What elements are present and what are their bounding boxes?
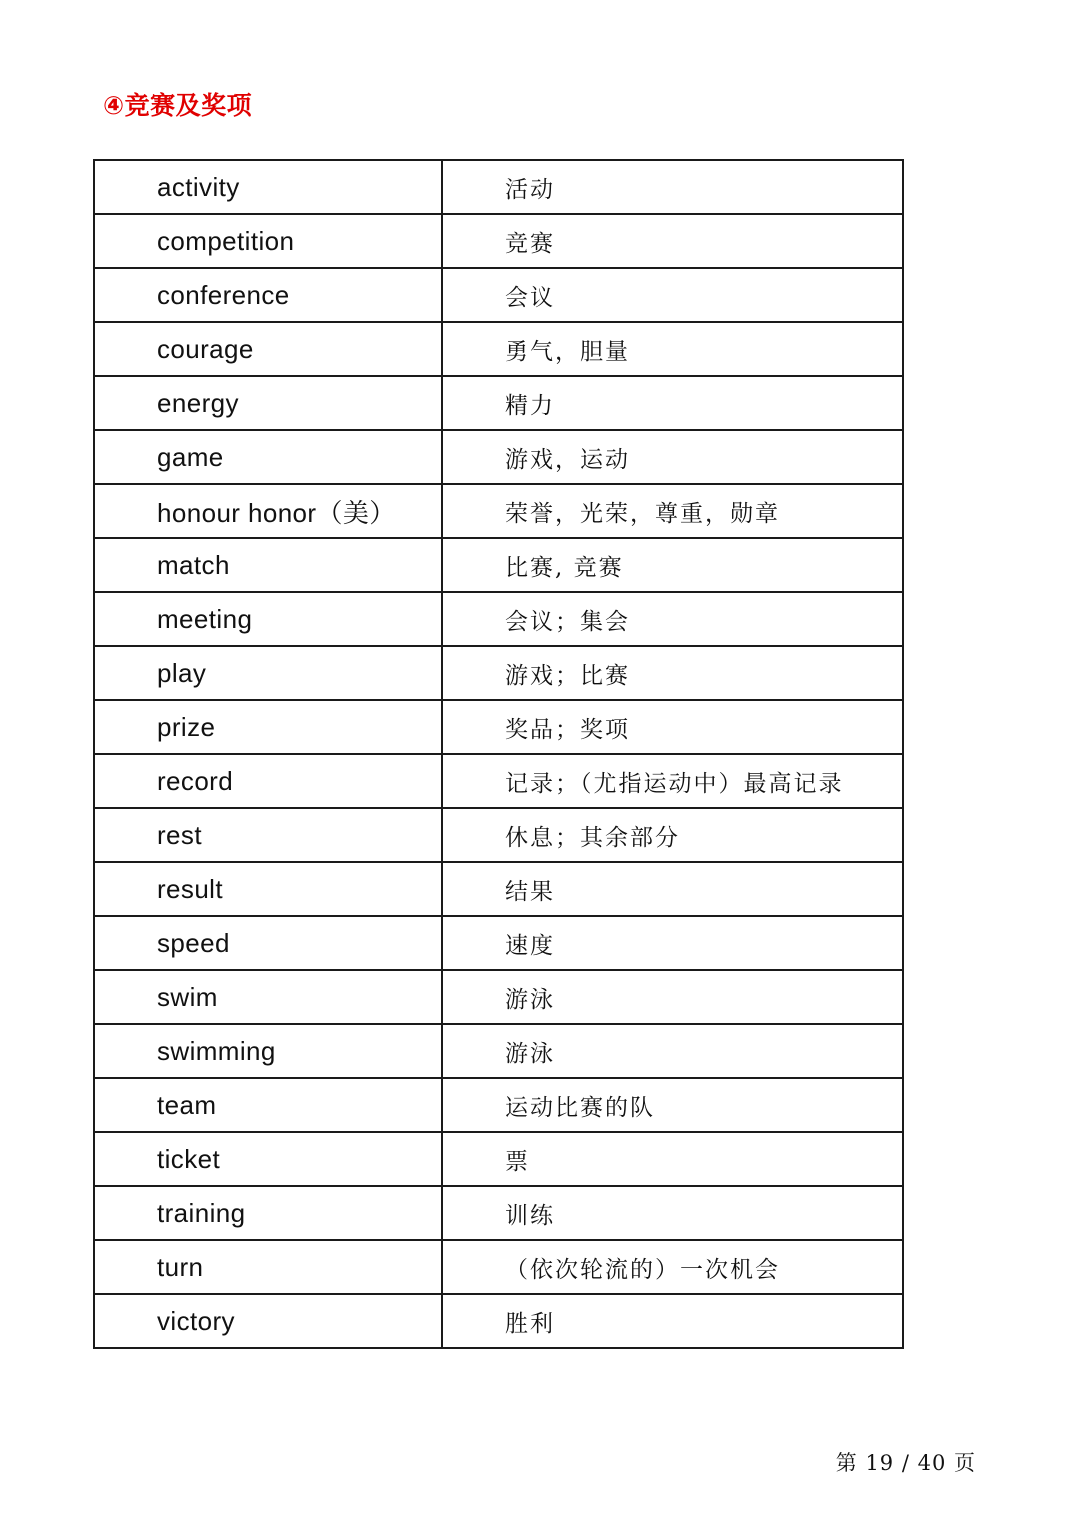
vocabulary-row	[94, 160, 903, 214]
vocabulary-word: record	[94, 754, 442, 808]
vocabulary-meaning: 结果	[442, 862, 903, 916]
vocabulary-row	[94, 1186, 903, 1240]
vocabulary-table-body	[94, 160, 903, 1348]
vocabulary-row	[94, 214, 903, 268]
vocabulary-word: competition	[94, 214, 442, 268]
vocabulary-row	[94, 1240, 903, 1294]
vocabulary-meaning: 训练	[442, 1186, 903, 1240]
vocabulary-word: energy	[94, 376, 442, 430]
vocabulary-meaning: 会议；集会	[442, 592, 903, 646]
vocabulary-word: conference	[94, 268, 442, 322]
vocabulary-word: meeting	[94, 592, 442, 646]
vocabulary-meaning: 荣誉，光荣，尊重，勋章	[442, 484, 903, 538]
vocabulary-row	[94, 376, 903, 430]
vocabulary-meaning: 活动	[442, 160, 903, 214]
vocabulary-word: training	[94, 1186, 442, 1240]
vocabulary-row	[94, 970, 903, 1024]
vocabulary-word: result	[94, 862, 442, 916]
vocabulary-meaning: 比赛, 竞赛	[442, 538, 903, 592]
vocabulary-word: play	[94, 646, 442, 700]
vocabulary-word: game	[94, 430, 442, 484]
vocabulary-word: honour honor（美）	[94, 484, 442, 538]
vocabulary-row	[94, 484, 903, 538]
vocabulary-meaning: 速度	[442, 916, 903, 970]
vocabulary-meaning: 运动比赛的队	[442, 1078, 903, 1132]
vocabulary-word: turn	[94, 1240, 442, 1294]
vocabulary-row	[94, 916, 903, 970]
vocabulary-word: team	[94, 1078, 442, 1132]
vocabulary-row	[94, 808, 903, 862]
vocabulary-meaning: 休息；其余部分	[442, 808, 903, 862]
vocabulary-word: rest	[94, 808, 442, 862]
vocabulary-meaning: 票	[442, 1132, 903, 1186]
section-title: ④竞赛及奖项	[103, 91, 253, 120]
vocabulary-word: match	[94, 538, 442, 592]
vocabulary-row	[94, 268, 903, 322]
vocabulary-row	[94, 1078, 903, 1132]
vocabulary-row	[94, 322, 903, 376]
vocabulary-meaning: 游泳	[442, 970, 903, 1024]
vocabulary-meaning: 游戏，运动	[442, 430, 903, 484]
vocabulary-row	[94, 430, 903, 484]
page-number: 第 19 / 40 页	[835, 1451, 976, 1475]
vocabulary-word: speed	[94, 916, 442, 970]
vocabulary-word: ticket	[94, 1132, 442, 1186]
vocabulary-meaning: 胜利	[442, 1294, 903, 1348]
vocabulary-meaning: （依次轮流的）一次机会	[442, 1240, 903, 1294]
vocabulary-word: swim	[94, 970, 442, 1024]
vocabulary-word: prize	[94, 700, 442, 754]
vocabulary-row	[94, 862, 903, 916]
vocabulary-word: courage	[94, 322, 442, 376]
vocabulary-meaning: 会议	[442, 268, 903, 322]
vocabulary-word: activity	[94, 160, 442, 214]
vocabulary-row	[94, 1294, 903, 1348]
vocabulary-word: swimming	[94, 1024, 442, 1078]
vocabulary-table	[93, 159, 904, 1349]
vocabulary-meaning: 竞赛	[442, 214, 903, 268]
vocabulary-meaning: 奖品；奖项	[442, 700, 903, 754]
vocabulary-row	[94, 538, 903, 592]
vocabulary-row	[94, 646, 903, 700]
vocabulary-meaning: 勇气，胆量	[442, 322, 903, 376]
vocabulary-meaning: 精力	[442, 376, 903, 430]
vocabulary-meaning: 游泳	[442, 1024, 903, 1078]
vocabulary-row	[94, 1024, 903, 1078]
vocabulary-row	[94, 754, 903, 808]
vocabulary-row	[94, 1132, 903, 1186]
vocabulary-word: victory	[94, 1294, 442, 1348]
vocabulary-row	[94, 592, 903, 646]
vocabulary-meaning: 记录；（尤指运动中）最高记录	[442, 754, 903, 808]
vocabulary-row	[94, 700, 903, 754]
vocabulary-meaning: 游戏；比赛	[442, 646, 903, 700]
